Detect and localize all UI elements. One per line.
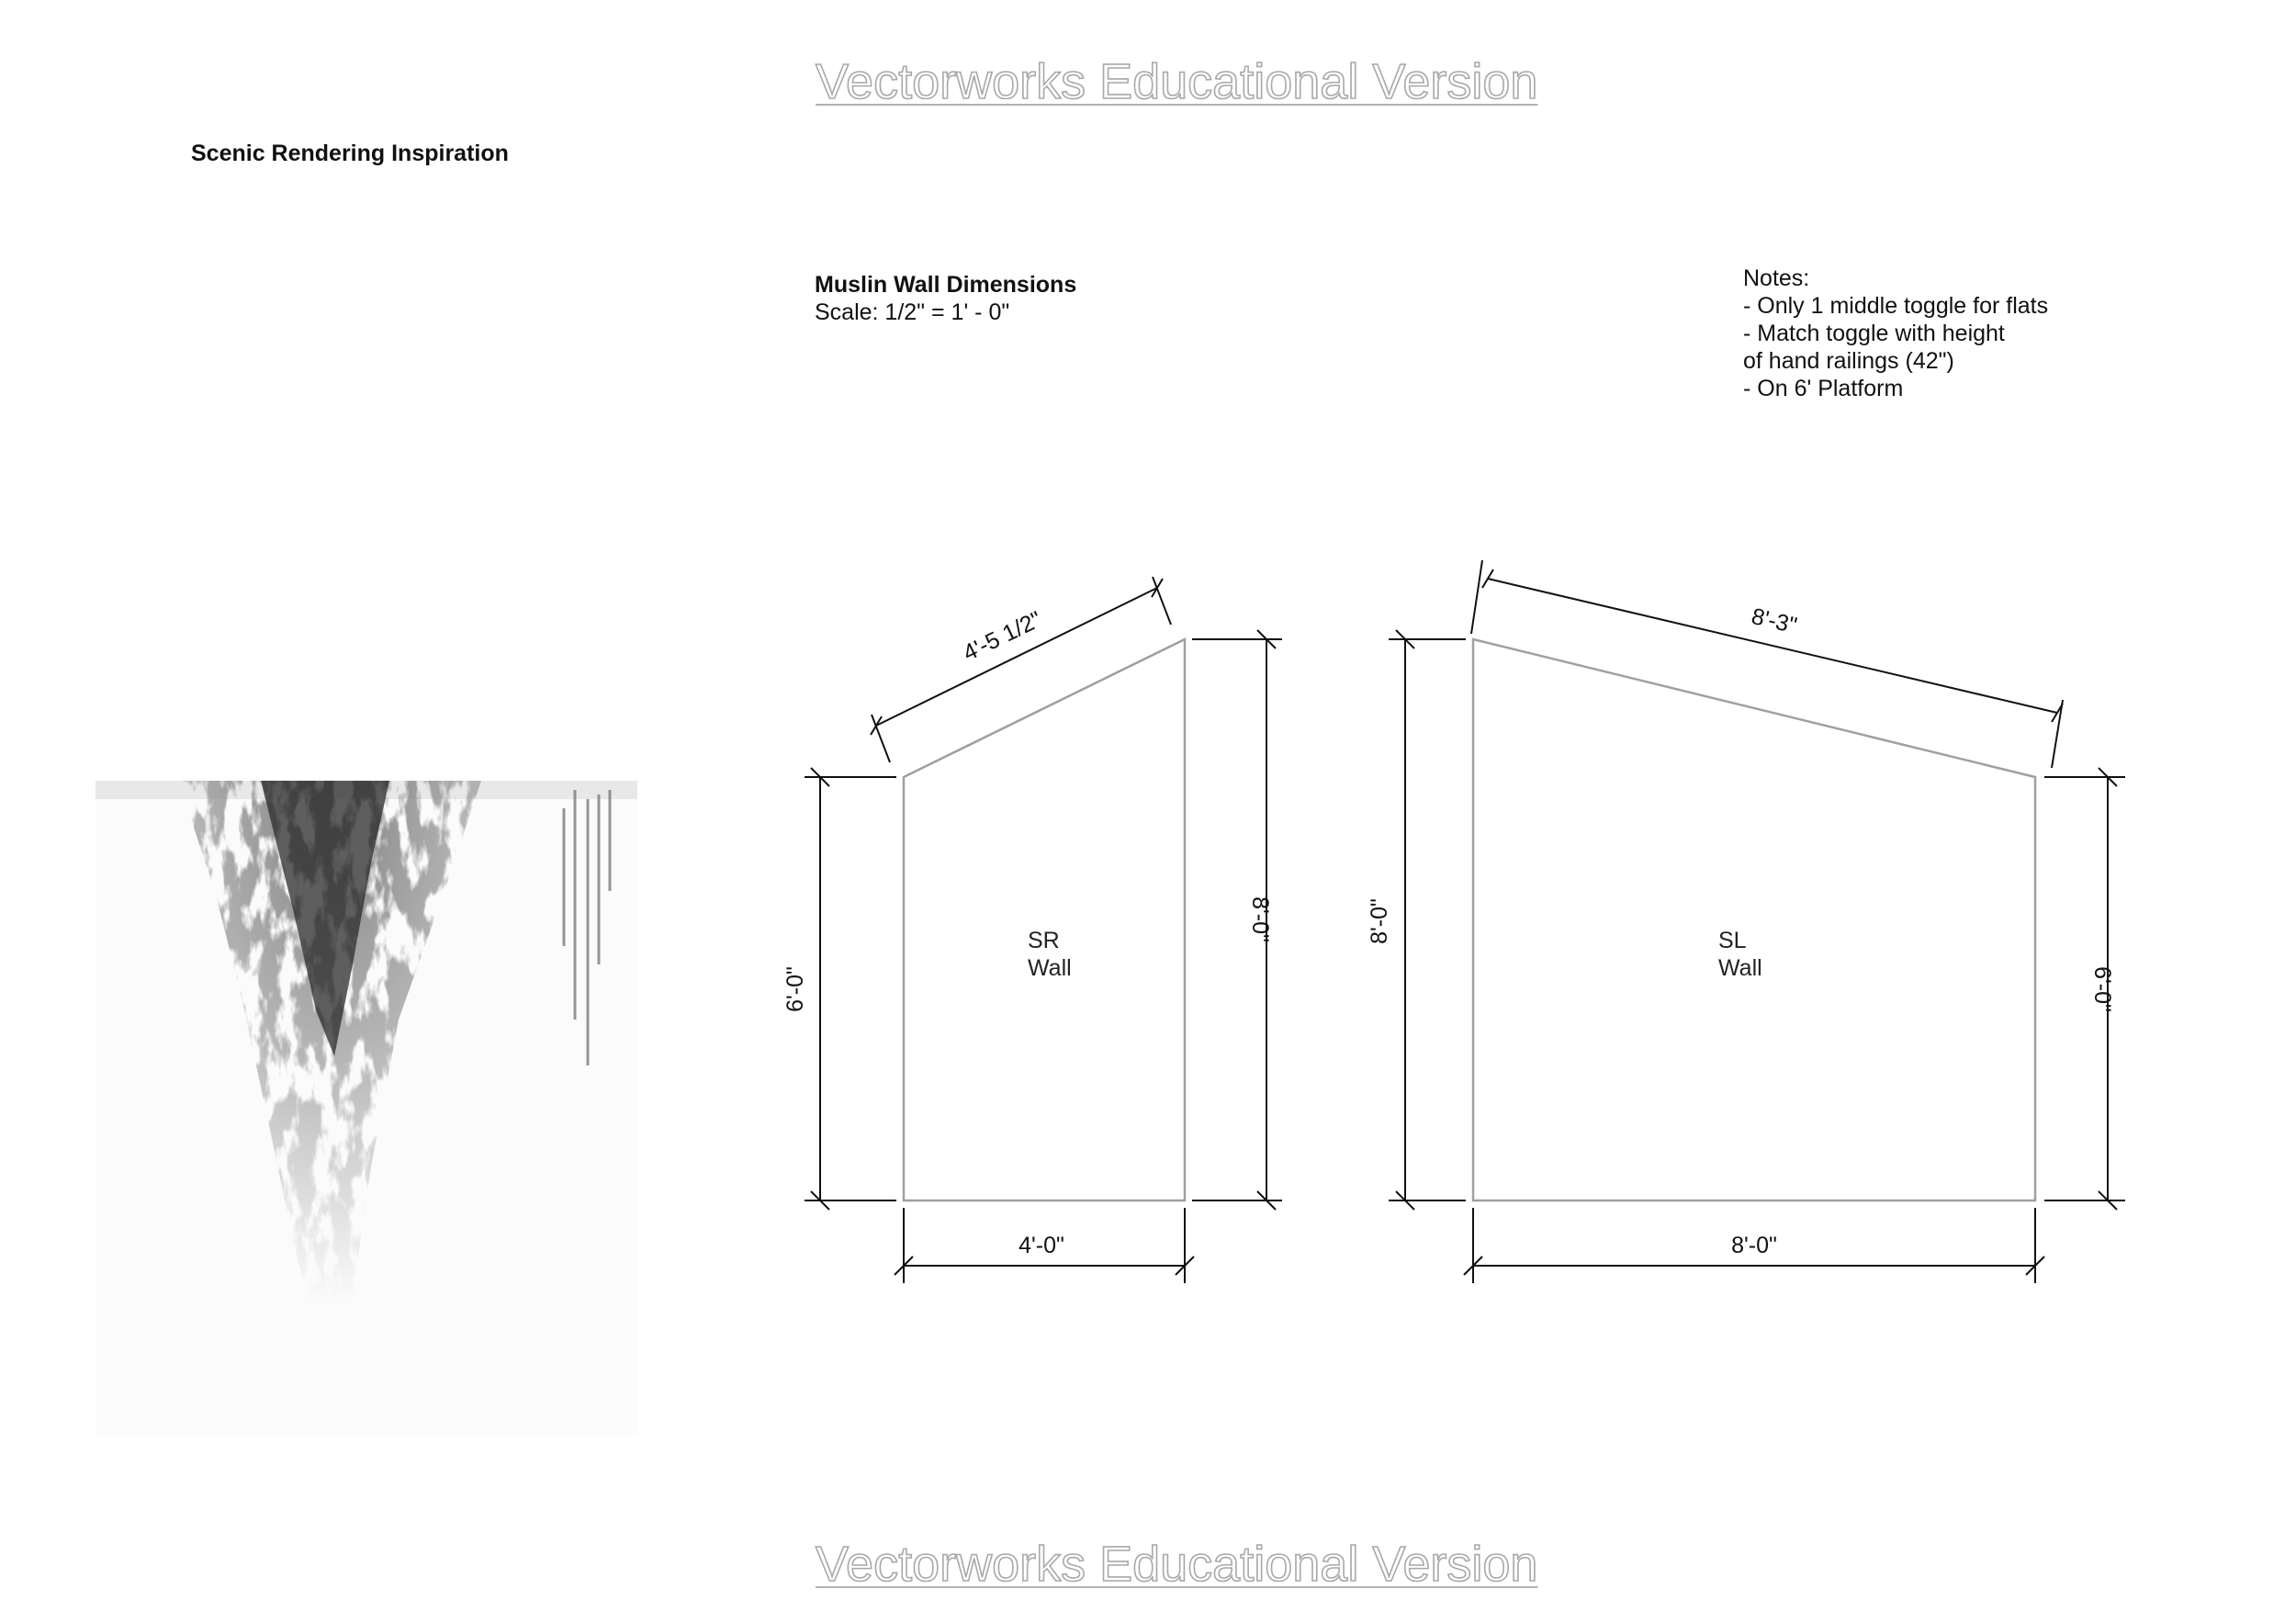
sl-dim-bottom: 8'-0" (1731, 1233, 1777, 1258)
notes-heading: Notes: (1743, 265, 1810, 291)
sr-dim-right: 8'-0" (1247, 896, 1273, 942)
sl-wall-label: Wall (1718, 955, 1762, 981)
drawing-title: Muslin Wall Dimensions (815, 272, 1077, 298)
sl-wall-label: SL (1718, 928, 1747, 953)
sl-wall-outline (1473, 639, 2035, 1200)
drawing-scale: Scale: 1/2" = 1' - 0" (815, 299, 1010, 325)
watermark-top: Vectorworks Educational Version (816, 54, 1538, 109)
notes-line: - Match toggle with height (1743, 321, 2005, 346)
sr-wall-label: SR (1028, 928, 1060, 953)
sr-dim-top: 4'-5 1/2" (959, 606, 1046, 667)
notes-line: - Only 1 middle toggle for flats (1743, 293, 2049, 319)
sr-dim-left: 6'-0" (782, 966, 808, 1012)
sl-dim-top: 8'-3" (1749, 603, 1800, 639)
notes-line: of hand railings (42") (1743, 348, 1954, 374)
sr-dim-bottom: 4'-0" (1019, 1233, 1064, 1258)
inspiration-title: Scenic Rendering Inspiration (191, 141, 509, 166)
sl-dim-left: 8'-0" (1367, 898, 1392, 944)
notes-line: - On 6' Platform (1743, 376, 1904, 401)
watermark-bottom: Vectorworks Educational Version (816, 1537, 1538, 1592)
sr-wall-label: Wall (1028, 955, 1072, 981)
sr-wall-outline (904, 639, 1185, 1200)
sl-dim-right: 6'-0" (2089, 966, 2115, 1012)
